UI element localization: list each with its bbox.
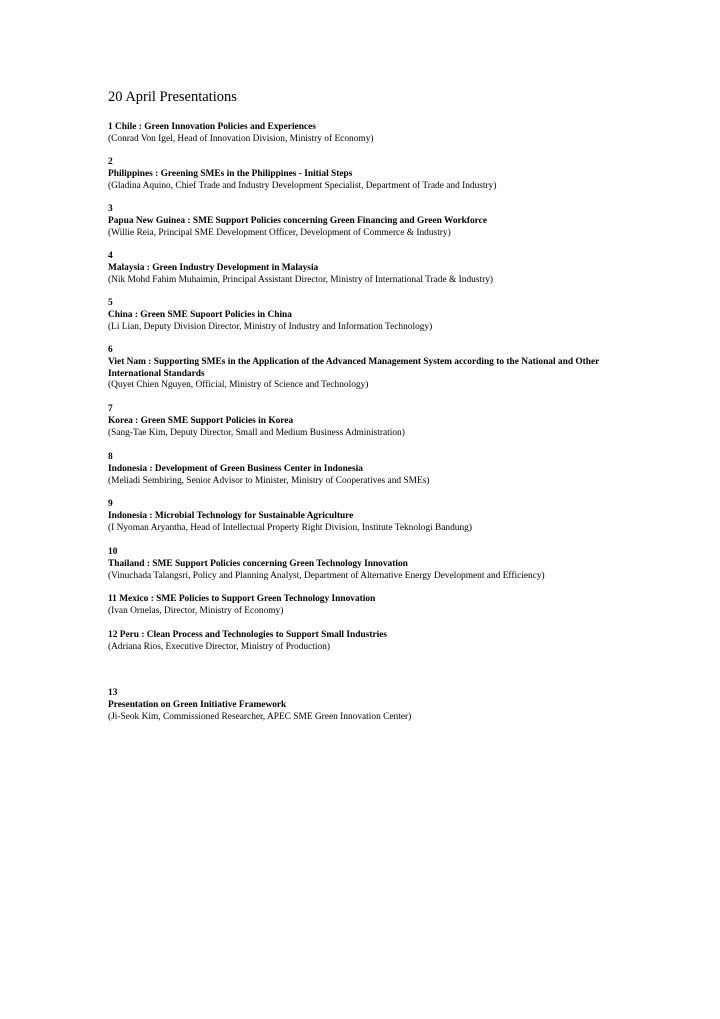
presentation-item (108, 157, 628, 192)
presenter-detail: (Sang-Tae Kim, Deputy Director, Small and Medium Business Administration) (108, 427, 405, 438)
presenter-detail: (Quyet Chien Nguyen, Official, Ministry of Science and Technology) (108, 380, 369, 391)
presentation-item (108, 404, 628, 439)
presentation-item (108, 122, 628, 146)
presentation-title: Chile : Green Innovation Policies and Experiences (115, 122, 316, 132)
presentation-title: Thailand : SME Support Policies concerning Green Technology Innovation (108, 558, 408, 569)
presentation-item (108, 345, 628, 392)
presentation-item (108, 452, 628, 487)
presenter-detail: (Ji-Seok Kim, Commissioned Researcher, APEC SME Green Innovation Center) (108, 711, 412, 722)
presentation-title: Indonesia : Development of Green Business Center in Indonesia (108, 463, 363, 474)
presentation-title: China : Green SME Supoort Policies in China (108, 309, 292, 320)
presentation-title: Papua New Guinea : SME Support Policies concerning Green Financing and Green Workforce (108, 215, 487, 226)
presenter-detail: (Meliadi Sembiring, Senior Advisor to Minister, Ministry of Cooperatives and SMEs) (108, 475, 430, 486)
presenter-detail: (Willie Reia, Principal SME Development Officer, Development of Commerce & Industry) (108, 227, 451, 238)
presentation-number: 4 (108, 251, 113, 261)
presentation-number: 6 (108, 345, 113, 355)
presentation-item (108, 547, 628, 582)
presenter-detail: (I Nyoman Aryantha, Head of Intellectual Property Right Division, Institute Teknologi Bandung) (108, 522, 472, 533)
presenter-detail: (Li Lian, Deputy Division Director, Ministry of Industry and Information Technology) (108, 321, 433, 332)
presentation-heading (108, 594, 628, 606)
presentation-heading (108, 630, 628, 642)
presenter-detail: (Gladina Aquino, Chief Trade and Industry Development Specialist, Department of Trade and Industry) (108, 180, 497, 191)
presentation-title: Korea : Green SME Support Policies in Korea (108, 415, 294, 426)
presentation-title: Presentation on Green Initiative Framework (108, 699, 287, 710)
presentation-number: 8 (108, 452, 113, 462)
presenter-detail: (Vinuchada Talangsri, Policy and Planning Analyst, Department of Alternative Energy Development and Efficiency) (108, 570, 545, 581)
presentation-item (108, 688, 628, 723)
presentation-number: 7 (108, 404, 113, 414)
presenter-detail: (Conrad Von Igel, Head of Innovation Division, Ministry of Economy) (108, 133, 374, 144)
presentation-number: 10 (108, 547, 118, 557)
presenter-detail: (Ivan Ornelas, Director, Ministry of Economy) (108, 605, 284, 616)
presentation-title: Philippines : Greening SMEs in the Philippines - Initial Steps (108, 168, 353, 179)
presentation-item (108, 630, 628, 654)
presentation-number: 1 (108, 122, 113, 132)
presentation-number: 5 (108, 298, 113, 308)
presentation-item (108, 298, 628, 333)
presentation-title: Viet Nam : Supporting SMEs in the Application of the Advanced Management System according to the National and Other International Standards (108, 356, 600, 379)
presentation-item (108, 499, 628, 534)
presentation-number: 11 (108, 594, 117, 604)
presentation-title: Indonesia : Microbial Technology for Sustainable Agriculture (108, 510, 354, 521)
presentation-number: 9 (108, 499, 113, 509)
presentation-item (108, 251, 628, 286)
presentation-number: 13 (108, 688, 118, 698)
presentation-item (108, 204, 628, 239)
presentation-heading (108, 122, 628, 134)
presenter-detail: (Adriana Rios, Executive Director, Ministry of Production) (108, 641, 330, 652)
presentation-number: 2 (108, 157, 113, 167)
presentation-title: Malaysia : Green Industry Development in Malaysia (108, 262, 319, 273)
presentation-number: 3 (108, 204, 113, 214)
presentation-number: 12 (108, 630, 118, 640)
presenter-detail: (Nik Mohd Fahim Muhaimin, Principal Assistant Director, Ministry of International Trade & Industry) (108, 274, 493, 285)
presentation-title: Peru : Clean Process and Technologies to Support Small Industries (119, 630, 388, 640)
presentation-item (108, 594, 628, 618)
presentation-title: Mexico : SME Policies to Support Green Technology Innovation (119, 594, 376, 604)
page-title: 20 April Presentations (108, 89, 237, 105)
